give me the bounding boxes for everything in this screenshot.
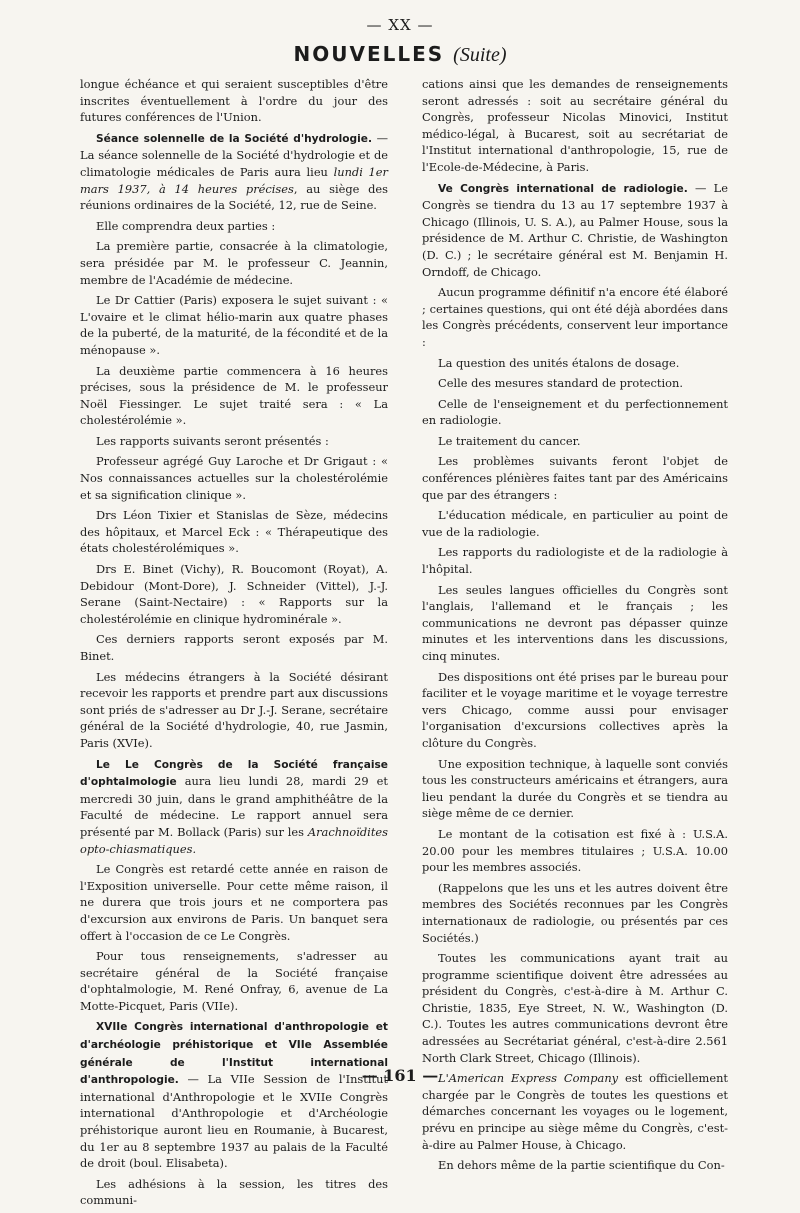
section-title xyxy=(0,42,800,67)
paragraph: L'American Express Company est officiellement chargée par le Congrès de toutes les questions et démarches concernant les voyages ou le logement, prévu en principe au siège même du Congrès, c'est-à-dire au Palmer House, à Chicago. xyxy=(422,1071,728,1152)
news-heading: Le Le Congrès de la Société française d'ophtalmologie xyxy=(80,758,388,789)
paragraph: Le Congrès est retardé cette année en raison de l'Exposition universelle. Pour cette même raison, il ne durera que trois jours et ne comportera pas d'excursion aux environs de Paris. Un banquet sera offert à l'occasion de ce Le Congrès. xyxy=(80,862,388,943)
paragraph: Le traitement du cancer. xyxy=(438,433,581,448)
paragraph: Celle des mesures standard de protection. xyxy=(438,376,683,391)
paragraph: Drs E. Binet (Vichy), R. Boucomont (Royat), A. Debidour (Mont-Dore), J. Schneider (Vittel), J.-J. Serane (Saint-Nectaire) : « Rapports sur la cholestérolémie en clinique hydrominérale ». xyxy=(80,562,388,626)
paragraph: Toutes les communications ayant trait au programme scientifique doivent être adressées au président du Congrès, c'est-à-dire à M. Arthur C. Christie, 1835, Eye Street, N. W., Washington (D. C.). Toutes les autres communications devront être adressées au Secrétariat général, c'est-à-dire 2.561 North Clark Street, Chicago (Illinois). xyxy=(422,951,728,1065)
paragraph: cations ainsi que les demandes de renseignements seront adressés : soit au secrétaire général du Congrès, professeur Nicolas Minovici, Institut médico-légal, à Bucarest, soit au secrétariat de l'Institut international d'anthropologie, 15, rue de l'Ecole-de-Médecine, à Paris. xyxy=(422,77,728,174)
paragraph: Drs Léon Tixier et Stanislas de Sèze, médecins des hôpitaux, et Marcel Eck : « Thérapeutique des états cholestérolémiques ». xyxy=(80,508,388,556)
paragraph: Une exposition technique, à laquelle sont conviés tous les constructeurs américains et étrangers, aura lieu pendant la durée du Congrès et se tiendra au siège même de ce dernier. xyxy=(422,756,728,821)
paragraph: Celle de l'enseignement et du perfectionnement en radiologie. xyxy=(422,396,728,428)
paragraph: Ces derniers rapports seront exposés par M. Binet. xyxy=(80,632,388,663)
paragraph: Les rapports du radiologiste et de la radiologie à l'hôpital. xyxy=(422,545,728,577)
paragraph: En dehors même de la partie scientifique du Con- xyxy=(438,1158,725,1173)
paragraph: La première partie, consacrée à la climatologie, sera présidée par M. le professeur C. Jeannin, membre de l'Académie de médecine. xyxy=(80,239,388,287)
paragraph: L'éducation médicale, en particulier au point de vue de la radiologie. xyxy=(422,508,728,539)
page-number: — 161 — xyxy=(361,1066,439,1085)
news-heading: Ve Congrès international de radiologie. xyxy=(438,182,688,195)
paragraph: Aucun programme définitif n'a encore été élaboré ; certaines questions, qui ont été déjà abordées dans les Congrès précédents, conservent leur importance : xyxy=(422,285,728,349)
paragraph: (Rappelons que les uns et les autres doivent être membres des Sociétés reconnues par les Congrès internationaux de radiologie, ou présentés par ces Sociétés.) xyxy=(422,880,728,945)
paragraph: Des dispositions ont été prises par le bureau pour faciliter et le voyage maritime et le voyage terrestre vers Chicago, comme aussi pour envisager l'organisation d'excursions collectives après la clôture du Congrès. xyxy=(422,669,728,750)
paragraph: Les rapports suivants seront présentés : xyxy=(96,433,329,448)
paragraph: Pour tous renseignements, s'adresser au secrétaire général de la Société française d'ophtalmologie, M. René Onfray, 6, avenue de La Motte-Picquet, Paris (VIIe). xyxy=(80,949,388,1013)
paragraph: longue échéance et qui seraient susceptibles d'être inscrites éventuellement à l'ordre du jour des futures conférences de l'Union. xyxy=(80,77,388,125)
page-roman-numeral: — XX — xyxy=(366,16,434,34)
paragraph: Les seules langues officielles du Congrès sont l'anglais, l'allemand et le français ; les communications ne devront pas dépasser quinze minutes et les interventions dans les discussions, cinq minutes. xyxy=(422,582,728,663)
paragraph: Les adhésions à la session, les titres des communi- xyxy=(80,1176,388,1208)
paragraph: Ve Congrès international de radiologie. — Le Congrès se tiendra du 13 au 17 septembre 1937 à Chicago (Illinois, U. S. A.), au Palmer House, sous la présidence de M. Arthur C. Christie, de Washington (D. C.) ; le secrétaire général est M. Benjamin H. Orndoff, de Chicago. xyxy=(422,180,728,279)
left-column xyxy=(80,76,388,1213)
paragraph: La deuxième partie commencera à 16 heures précises, sous la présidence de M. le professeur Noël Fiessinger. Le sujet traité sera : « La cholestérolémie ». xyxy=(80,363,388,428)
section-title-suite: (Suite) xyxy=(453,44,507,66)
paragraph: XVIIe Congrès international d'anthropologie et d'archéologie préhistorique et VIIe Assemblée générale de l'Institut international d'anthropologie. — La VIIe Session de l'Institut international d'Anthropologie et le XVIIe Congrès international d'Anthropologie et d'Archéologie préhistorique auront lieu en Roumanie, à Bucarest, du 1er au 8 septembre 1937 au palais de la Faculté de droit (boul. Elisabeta). xyxy=(80,1021,388,1171)
section-title-text: NOUVELLES xyxy=(293,42,445,66)
paragraph: Le Le Congrès de la Société française d'ophtalmologie aura lieu lundi 28, mardi 29 et mercredi 30 juin, dans le grand amphithéâtre de la Faculté de médecine. Le rapport annuel sera présenté par M. Bollack (Paris) sur les Arachnoïdites opto-chiasmatiques. xyxy=(80,758,388,856)
paragraph: Professeur agrégé Guy Laroche et Dr Grigaut : « Nos connaissances actuelles sur la cholestérolémie et sa signification clinique ». xyxy=(80,454,388,502)
paragraph: Séance solennelle de la Société d'hydrologie. — La séance solennelle de la Société d'hydrologie et de climatologie médicales de Paris aura lieu lundi 1er mars 1937, à 14 heures précises, au siège des réunions ordinaires de la Société, 12, rue de Seine. xyxy=(80,130,388,213)
company-name: L'American Express Company xyxy=(438,1071,619,1086)
paragraph: Les médecins étrangers à la Société désirant recevoir les rapports et prendre part aux discussions sont priés de s'adresser au Dr J.-J. Serane, secrétaire général de la Société d'hydrologie, 40, rue Jasmin, Paris (XVIe). xyxy=(80,669,388,750)
paragraph: Elle comprendra deux parties : xyxy=(96,218,276,233)
paragraph: Le montant de la cotisation est fixé à : U.S.A. 20.00 pour les membres titulaires ; U.S.A. 10.00 pour les membres associés. xyxy=(422,826,728,875)
paragraph: Le Dr Cattier (Paris) exposera le sujet suivant : « L'ovaire et le climat hélio-marin aux quatre phases de la puberté, de la maturité, de la fécondité et de la ménopause ». xyxy=(80,293,388,357)
paragraph: La question des unités étalons de dosage. xyxy=(438,355,680,370)
right-column xyxy=(422,76,728,1178)
news-heading: XVIIe Congrès international d'anthropologie et d'archéologie préhistorique et VIIe Assemblée générale de l'Institut international d'anthropologie. xyxy=(80,1021,388,1087)
paragraph: Les problèmes suivants feront l'objet de conférences plénières faites tant par des Américains que par des étrangers : xyxy=(422,454,728,502)
news-heading: Séance solennelle de la Société d'hydrologie. xyxy=(96,132,372,145)
